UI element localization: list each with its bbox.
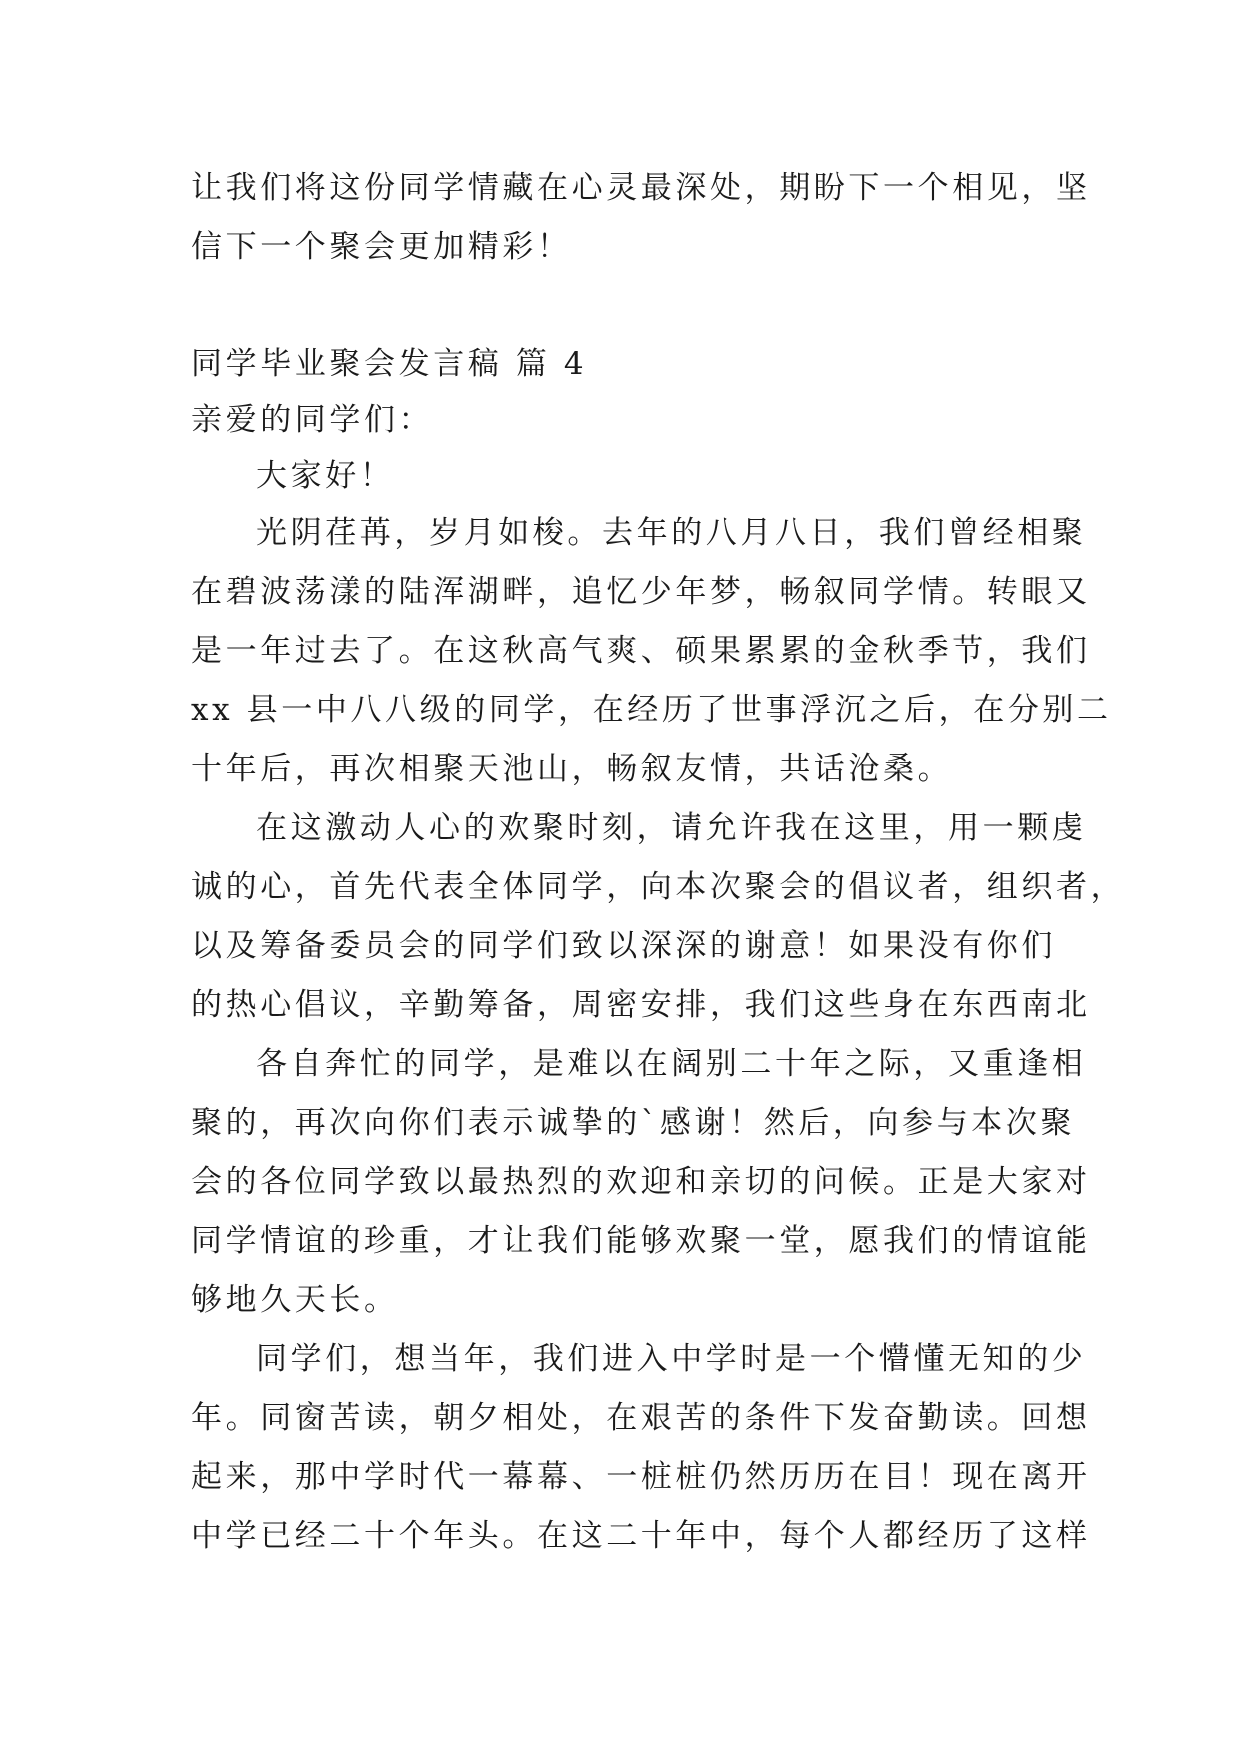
paragraph-line: xx 县一中八八级的同学，在经历了世事浮沉之后，在分别二 — [191, 692, 1112, 728]
paragraph-line: 聚的，再次向你们表示诚挚的`感谢！然后，向参与本次聚 — [191, 1105, 1076, 1141]
paragraph-line: 诚的心，首先代表全体同学，向本次聚会的倡议者，组织者， — [191, 869, 1126, 905]
paragraph-line: 中学已经二十个年头。在这二十年中，每个人都经历了这样 — [191, 1518, 1091, 1554]
paragraph-line: 起来，那中学时代一幕幕、一桩桩仍然历历在目！现在离开 — [191, 1459, 1091, 1495]
paragraph-line: 同学们，想当年，我们进入中学时是一个懵懂无知的少 — [256, 1341, 1087, 1377]
closing-line: 信下一个聚会更加精彩！ — [191, 229, 572, 265]
paragraph-line: 的热心倡议，辛勤筹备，周密安排，我们这些身在东西南北 — [191, 987, 1091, 1023]
paragraph-line: 年。同窗苦读，朝夕相处，在艰苦的条件下发奋勤读。回想 — [191, 1400, 1091, 1436]
paragraph-line: 在碧波荡漾的陆浑湖畔，追忆少年梦，畅叙同学情。转眼又 — [191, 574, 1091, 610]
salutation: 亲爱的同学们： — [191, 402, 434, 438]
greeting: 大家好！ — [256, 458, 395, 494]
paragraph-line: 以及筹备委员会的同学们致以深深的谢意！如果没有你们 — [191, 928, 1056, 964]
paragraph-line: 同学情谊的珍重，才让我们能够欢聚一堂，愿我们的情谊能 — [191, 1223, 1091, 1259]
paragraph-line: 在这激动人心的欢聚时刻，请允许我在这里，用一颗虔 — [256, 810, 1087, 846]
paragraph-line: 是一年过去了。在这秋高气爽、硕果累累的金秋季节，我们 — [191, 633, 1091, 669]
paragraph-line: 十年后，再次相聚天池山，畅叙友情，共话沧桑。 — [191, 751, 953, 787]
paragraph-line: 各自奔忙的同学，是难以在阔别二十年之际，又重逢相 — [256, 1046, 1087, 1082]
paragraph-line: 会的各位同学致以最热烈的欢迎和亲切的问候。正是大家对 — [191, 1164, 1091, 1200]
paragraph-line: 光阴荏苒，岁月如梭。去年的八月八日，我们曾经相聚 — [256, 515, 1087, 551]
closing-line: 让我们将这份同学情藏在心灵最深处，期盼下一个相见，坚 — [191, 170, 1091, 206]
paragraph-line: 够地久天长。 — [191, 1282, 399, 1318]
section-title: 同学毕业聚会发言稿 篇 4 — [191, 346, 588, 382]
